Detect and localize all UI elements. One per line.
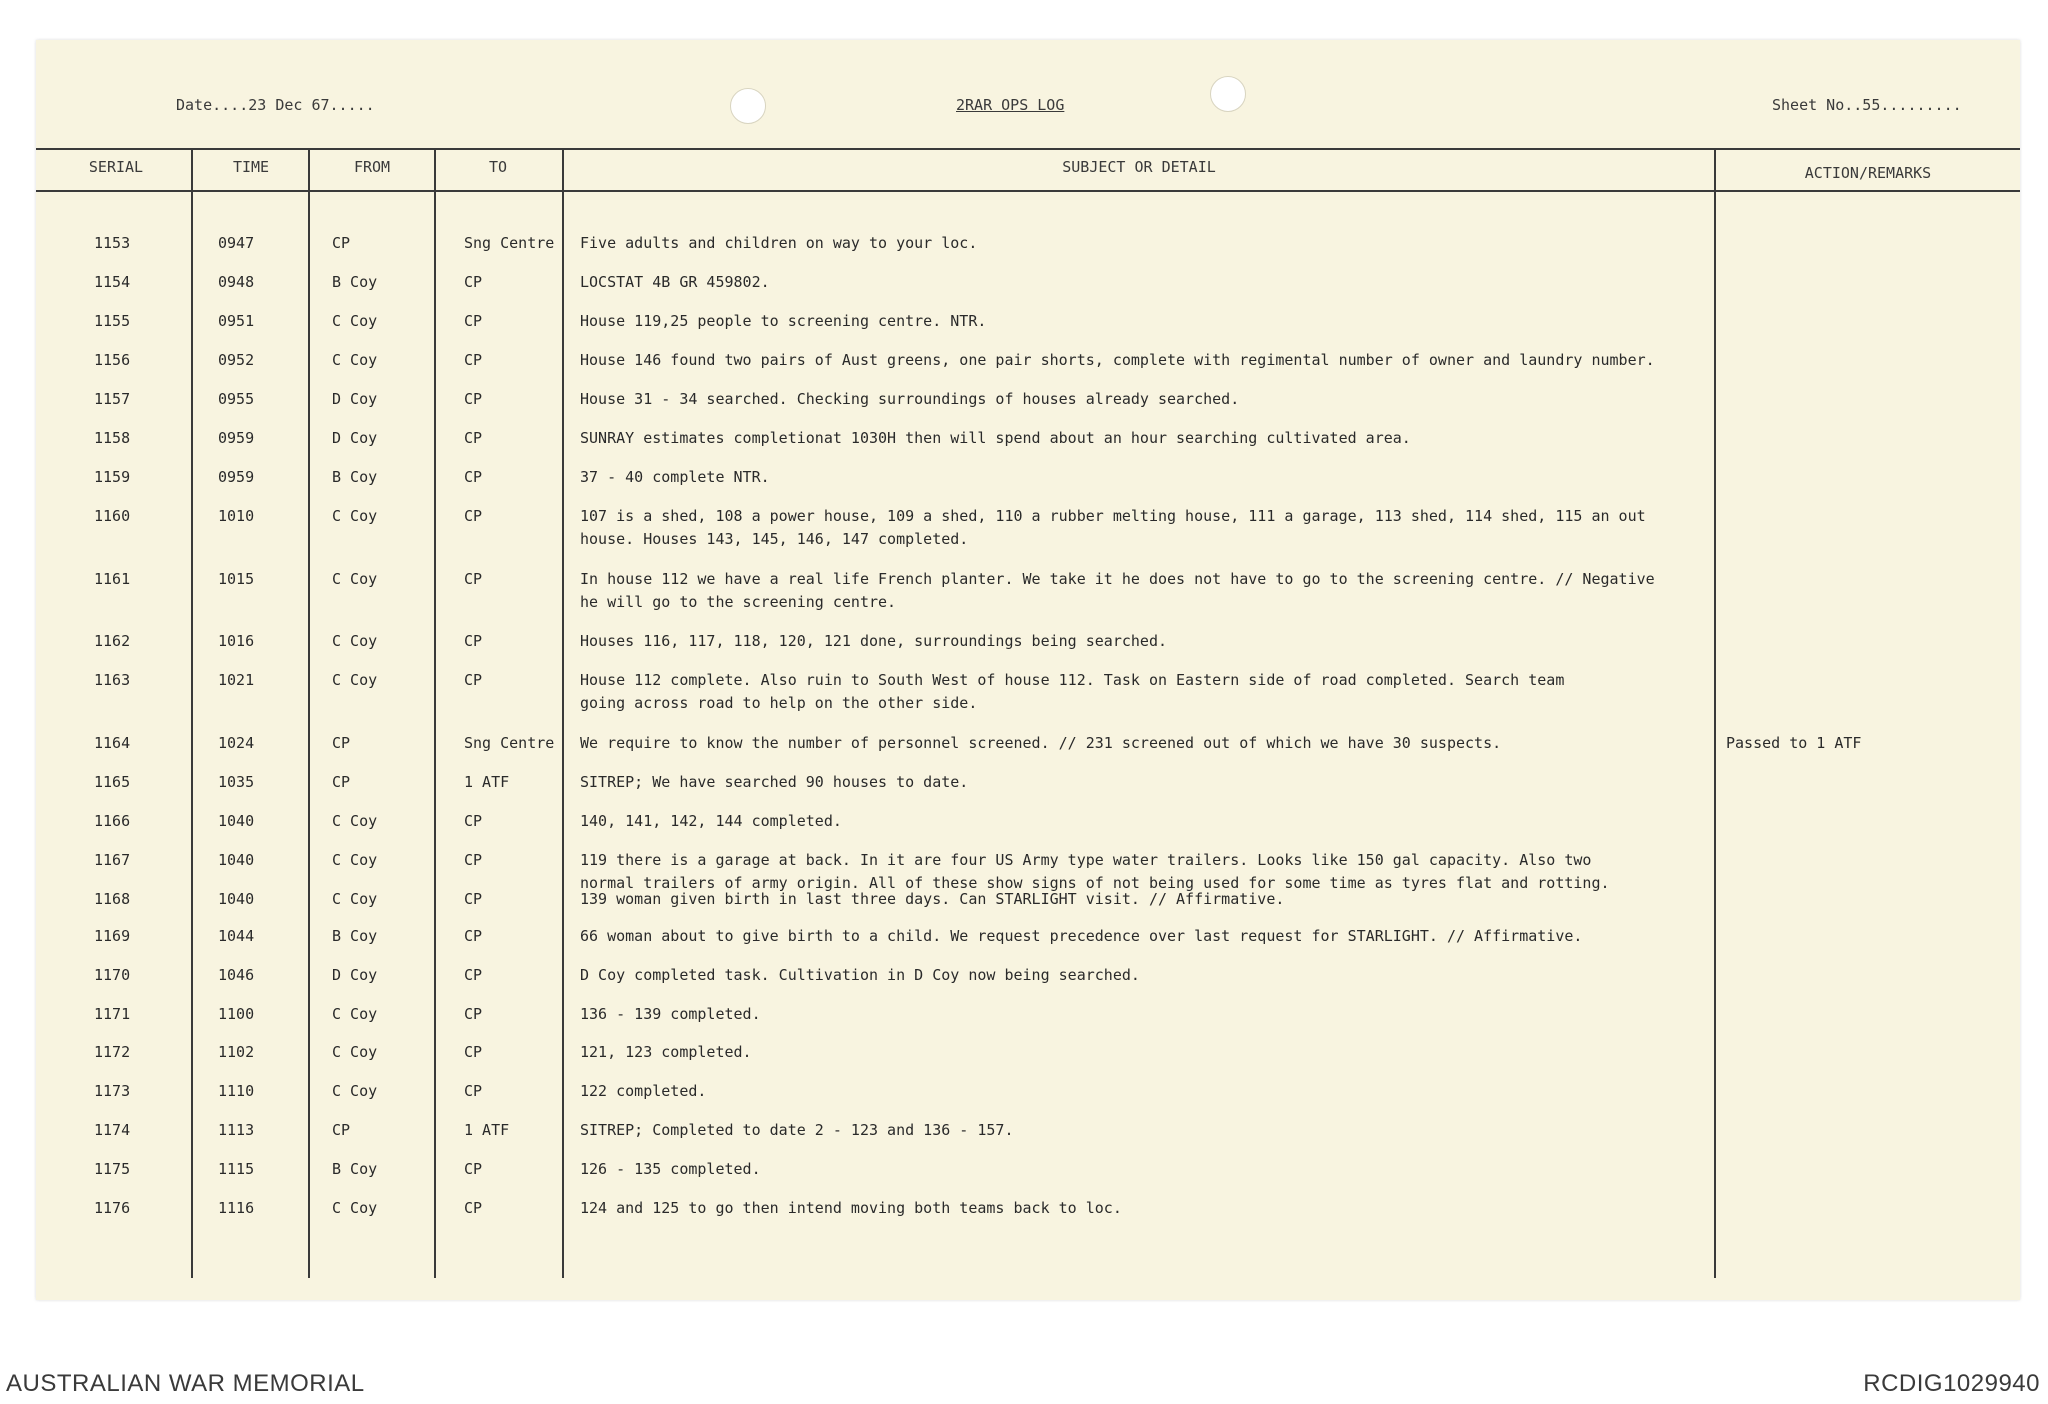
from-cell: CP: [332, 773, 351, 791]
column-divider: [562, 148, 564, 1278]
from-cell: C Coy: [332, 1043, 378, 1061]
detail-cell: House 112 complete. Also ruin to South West of house 112. Task on Eastern side of road completed. Search team going across road to help on the other side.: [580, 671, 1565, 712]
time-cell: 1046: [218, 966, 255, 984]
time-cell: 1115: [218, 1160, 255, 1178]
time-cell: 1021: [218, 671, 255, 689]
time-cell: 1116: [218, 1199, 255, 1217]
from-cell: C Coy: [332, 570, 378, 588]
from-cell: C Coy: [332, 1005, 378, 1023]
detail-cell: 140, 141, 142, 144 completed.: [580, 812, 842, 830]
from-cell: B Coy: [332, 273, 378, 291]
to-cell: 1 ATF: [464, 1121, 510, 1139]
serial-cell: 1161: [94, 570, 131, 588]
to-cell: Sng Centre: [464, 734, 555, 752]
column-divider: [191, 148, 193, 1278]
from-cell: CP: [332, 234, 351, 252]
time-cell: 0959: [218, 429, 255, 447]
from-cell: C Coy: [332, 1082, 378, 1100]
detail-cell: LOCSTAT 4B GR 459802.: [580, 273, 770, 291]
detail-cell: Five adults and children on way to your loc.: [580, 234, 978, 252]
time-cell: 0948: [218, 273, 255, 291]
to-cell: CP: [464, 429, 483, 447]
to-cell: CP: [464, 632, 483, 650]
to-cell: CP: [464, 312, 483, 330]
to-cell: CP: [464, 507, 483, 525]
detail-cell: 122 completed.: [580, 1082, 707, 1100]
time-cell: 1016: [218, 632, 255, 650]
serial-cell: 1166: [94, 812, 131, 830]
from-cell: C Coy: [332, 507, 378, 525]
to-cell: CP: [464, 570, 483, 588]
log-date: Date....23 Dec 67.....: [176, 96, 375, 114]
serial-cell: 1163: [94, 671, 131, 689]
time-cell: 1015: [218, 570, 255, 588]
serial-cell: 1175: [94, 1160, 131, 1178]
from-cell: C Coy: [332, 671, 378, 689]
time-cell: 1024: [218, 734, 255, 752]
serial-cell: 1158: [94, 429, 131, 447]
detail-cell: 136 - 139 completed.: [580, 1005, 761, 1023]
detail-cell: We require to know the number of personnel screened. // 231 screened out of which we have 30 suspects.: [580, 734, 1502, 752]
serial-cell: 1174: [94, 1121, 131, 1139]
col-header-from: FROM: [353, 158, 391, 176]
to-cell: CP: [464, 351, 483, 369]
time-cell: 0959: [218, 468, 255, 486]
detail-cell: SITREP; We have searched 90 houses to date.: [580, 773, 969, 791]
detail-cell: 121, 123 completed.: [580, 1043, 752, 1061]
serial-cell: 1167: [94, 851, 131, 869]
footer-institution: AUSTRALIAN WAR MEMORIAL: [6, 1370, 365, 1397]
punch-hole: [730, 88, 766, 124]
serial-cell: 1171: [94, 1005, 131, 1023]
remarks-cell: Passed to 1 ATF: [1726, 734, 1862, 752]
col-header-detail: SUBJECT OR DETAIL: [1062, 158, 1216, 176]
detail-cell: 107 is a shed, 108 a power house, 109 a shed, 110 a rubber melting house, 111 a garage, 113 shed, 114 shed, 115 an out house. Houses 143, 145, 146, 147 completed.: [580, 507, 1646, 548]
to-cell: CP: [464, 927, 483, 945]
to-cell: CP: [464, 890, 483, 908]
detail-cell: 119 there is a garage at back. In it are four US Army type water trailers. Looks like 150 gal capacity. Also two normal trailers of army origin. All of these show signs of not being used for some time as tyres flat and rotting.: [580, 851, 1610, 892]
col-header-to: TO: [488, 158, 508, 176]
detail-cell: House 146 found two pairs of Aust greens, one pair shorts, complete with regimental number of owner and laundry number.: [580, 351, 1655, 369]
from-cell: C Coy: [332, 812, 378, 830]
to-cell: CP: [464, 966, 483, 984]
serial-cell: 1165: [94, 773, 131, 791]
time-cell: 0947: [218, 234, 255, 252]
detail-cell: Houses 116, 117, 118, 120, 121 done, surroundings being searched.: [580, 632, 1167, 650]
from-cell: D Coy: [332, 390, 378, 408]
punch-hole: [1210, 76, 1246, 112]
serial-cell: 1155: [94, 312, 131, 330]
from-cell: D Coy: [332, 966, 378, 984]
detail-cell: 37 - 40 complete NTR.: [580, 468, 770, 486]
from-cell: D Coy: [332, 429, 378, 447]
serial-cell: 1154: [94, 273, 131, 291]
to-cell: CP: [464, 273, 483, 291]
time-cell: 1040: [218, 851, 255, 869]
to-cell: CP: [464, 812, 483, 830]
time-cell: 1110: [218, 1082, 255, 1100]
from-cell: C Coy: [332, 632, 378, 650]
log-sheet: [36, 40, 2020, 1300]
time-cell: 1040: [218, 890, 255, 908]
detail-cell: House 119,25 people to screening centre. NTR.: [580, 312, 987, 330]
time-cell: 1035: [218, 773, 255, 791]
time-cell: 0955: [218, 390, 255, 408]
header-rule-bottom: [36, 190, 2020, 192]
time-cell: 0951: [218, 312, 255, 330]
serial-cell: 1156: [94, 351, 131, 369]
from-cell: C Coy: [332, 890, 378, 908]
detail-cell: SUNRAY estimates completionat 1030H then will spend about an hour searching cultivated area.: [580, 429, 1411, 447]
serial-cell: 1160: [94, 507, 131, 525]
from-cell: C Coy: [332, 312, 378, 330]
from-cell: B Coy: [332, 468, 378, 486]
to-cell: CP: [464, 1005, 483, 1023]
serial-cell: 1168: [94, 890, 131, 908]
col-header-time: TIME: [232, 158, 270, 176]
detail-cell: 126 - 135 completed.: [580, 1160, 761, 1178]
detail-cell: 124 and 125 to go then intend moving both teams back to loc.: [580, 1199, 1122, 1217]
detail-cell: 139 woman given birth in last three days. Can STARLIGHT visit. // Affirmative.: [580, 890, 1285, 908]
serial-cell: 1153: [94, 234, 131, 252]
detail-cell: D Coy completed task. Cultivation in D Coy now being searched.: [580, 966, 1140, 984]
sheet-number: Sheet No..55.........: [1772, 96, 1962, 114]
to-cell: Sng Centre: [464, 234, 555, 252]
col-header-remarks: ACTION/REMARKS: [1804, 164, 1932, 182]
detail-cell: SITREP; Completed to date 2 - 123 and 136 - 157.: [580, 1121, 1014, 1139]
time-cell: 1044: [218, 927, 255, 945]
column-divider: [308, 148, 310, 1278]
serial-cell: 1164: [94, 734, 131, 752]
serial-cell: 1176: [94, 1199, 131, 1217]
detail-cell: 66 woman about to give birth to a child. We request precedence over last request for STARLIGHT. // Affirmative.: [580, 927, 1583, 945]
serial-cell: 1157: [94, 390, 131, 408]
from-cell: CP: [332, 734, 351, 752]
serial-cell: 1169: [94, 927, 131, 945]
time-cell: 1100: [218, 1005, 255, 1023]
to-cell: CP: [464, 390, 483, 408]
time-cell: 1113: [218, 1121, 255, 1139]
time-cell: 1040: [218, 812, 255, 830]
serial-cell: 1170: [94, 966, 131, 984]
from-cell: C Coy: [332, 1199, 378, 1217]
from-cell: B Coy: [332, 927, 378, 945]
col-header-serial: SERIAL: [88, 158, 144, 176]
to-cell: CP: [464, 1043, 483, 1061]
to-cell: CP: [464, 671, 483, 689]
to-cell: CP: [464, 1199, 483, 1217]
to-cell: CP: [464, 468, 483, 486]
footer-id: RCDIG1029940: [1863, 1370, 2040, 1397]
serial-cell: 1172: [94, 1043, 131, 1061]
detail-cell: House 31 - 34 searched. Checking surroundings of houses already searched.: [580, 390, 1240, 408]
to-cell: CP: [464, 1082, 483, 1100]
to-cell: CP: [464, 851, 483, 869]
log-title: 2RAR OPS LOG: [956, 96, 1065, 114]
detail-cell: In house 112 we have a real life French planter. We take it he does not have to go to the screening centre. // Negative he will go to the screening centre.: [580, 570, 1655, 611]
from-cell: C Coy: [332, 851, 378, 869]
time-cell: 0952: [218, 351, 255, 369]
from-cell: B Coy: [332, 1160, 378, 1178]
to-cell: CP: [464, 1160, 483, 1178]
time-cell: 1010: [218, 507, 255, 525]
from-cell: CP: [332, 1121, 351, 1139]
from-cell: C Coy: [332, 351, 378, 369]
serial-cell: 1159: [94, 468, 131, 486]
serial-cell: 1162: [94, 632, 131, 650]
column-divider: [434, 148, 436, 1278]
time-cell: 1102: [218, 1043, 255, 1061]
header-rule-top: [36, 148, 2020, 150]
to-cell: 1 ATF: [464, 773, 510, 791]
serial-cell: 1173: [94, 1082, 131, 1100]
